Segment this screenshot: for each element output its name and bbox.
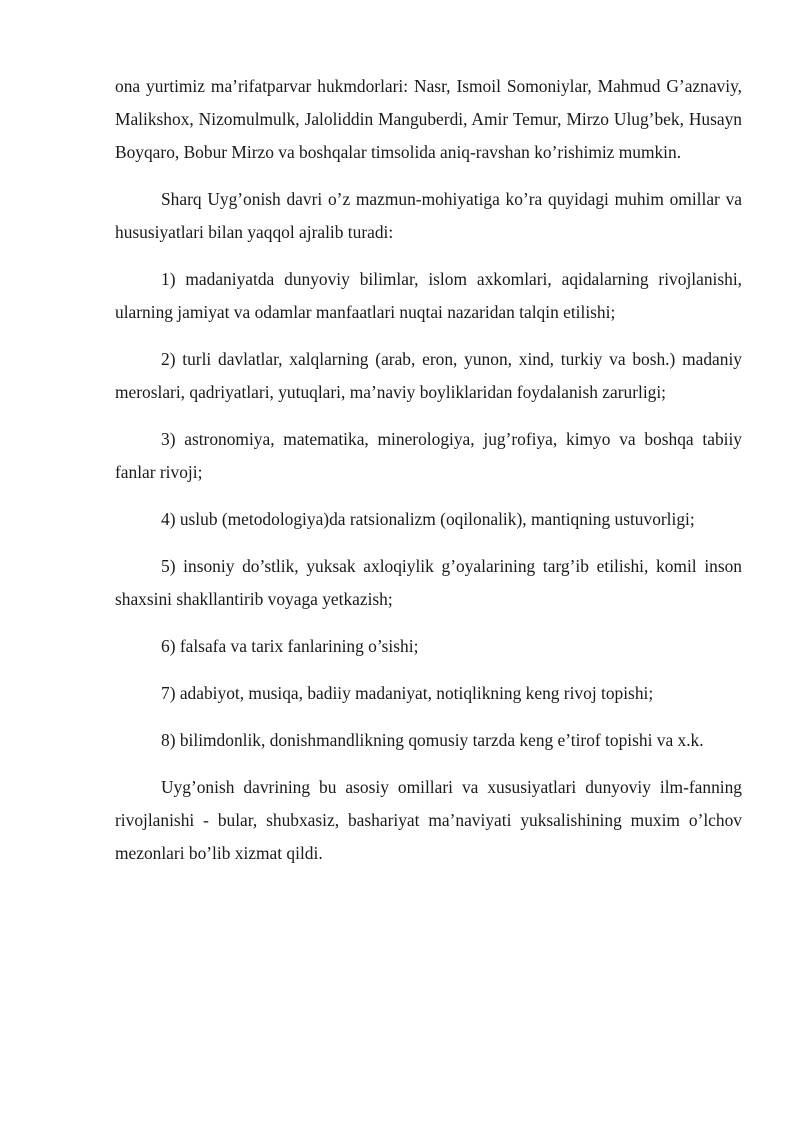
- document-page: [115, 70, 742, 870]
- list-item-7: 7) adabiyot, musiqa, badiiy madaniyat, notiqlikning keng rivoj topishi;: [161, 683, 654, 703]
- paragraph-renaissance-intro: Sharq Uyg’onish davri o’z mazmun-mohiyatiga ko’ra quyidagi muhim omillar va hususiyatlari bilan yaqqol ajralib turadi:: [115, 189, 742, 242]
- list-item-8: 8) bilimdonlik, donishmandlikning qomusiy tarzda keng e’tirof topishi va x.k.: [161, 730, 704, 750]
- list-item-6: 6) falsafa va tarix fanlarining o’sishi;: [161, 636, 419, 656]
- list-item-3: 3) astronomiya, matematika, minerologiya, jug’rofiya, kimyo va boshqa tabiiy fanlar rivoji;: [115, 429, 742, 482]
- paragraph-rulers-list: ona yurtimiz ma’rifatparvar hukmdorlari: Nasr, Ismoil Somoniylar, Mahmud G’aznaviy, Malikshox, Nizomulmulk, Jaloliddin Manguberdi, Amir Temur, Mirzo Ulug’bek, Husayn Boyqaro, Bobur Mirzo va boshqalar timsolida aniq-ravshan ko’rishimiz mumkin.: [115, 76, 742, 162]
- list-item-4: 4) uslub (metodologiya)da ratsionalizm (oqilonalik), mantiqning ustuvorligi;: [161, 509, 695, 529]
- list-item-2: 2) turli davlatlar, xalqlarning (arab, eron, yunon, xind, turkiy va bosh.) madaniy meroslari, qadriyatlari, yutuqlari, ma’naviy boyliklaridan foydalanish zarurligi;: [115, 349, 742, 402]
- list-item-1: 1) madaniyatda dunyoviy bilimlar, islom axkomlari, aqidalarning rivojlanishi, ularning jamiyat va odamlar manfaatlari nuqtai nazaridan talqin etilishi;: [115, 269, 742, 322]
- paragraph-conclusion: Uyg’onish davrining bu asosiy omillari va xususiyatlari dunyoviy ilm-fanning rivojlanishi - bular, shubxasiz, bashariyat ma’naviyati yuksalishining muxim o’lchov mezonlari bo’lib xizmat qildi.: [115, 777, 742, 863]
- list-item-5: 5) insoniy do’stlik, yuksak axloqiylik g’oyalarining targ’ib etilishi, komil inson shaxsini shakllantirib voyaga yetkazish;: [115, 556, 742, 609]
